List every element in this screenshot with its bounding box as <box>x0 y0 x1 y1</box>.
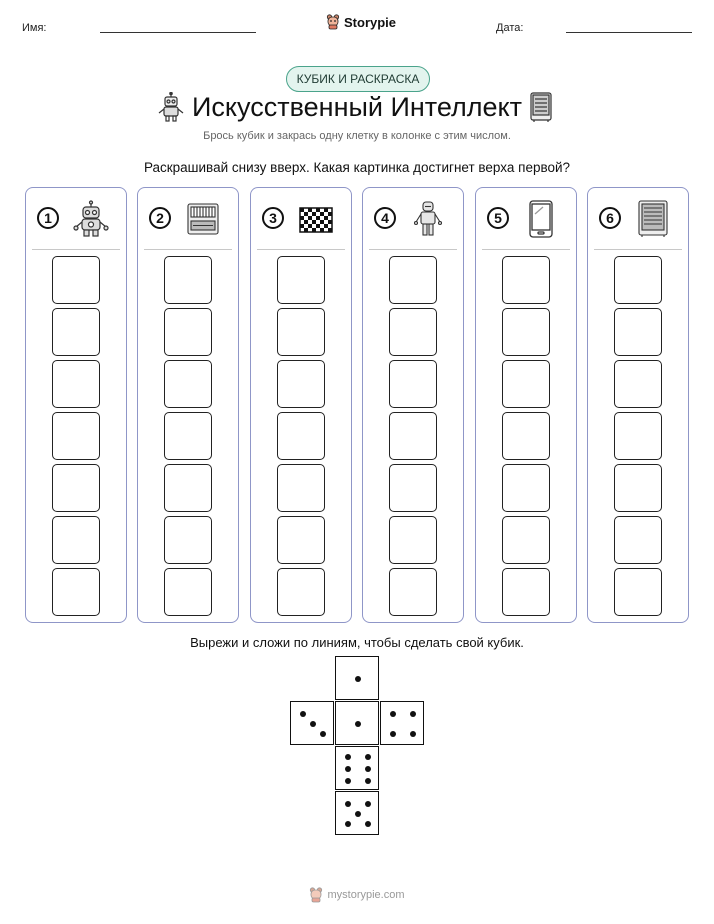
footer-url: mystorypie.com <box>327 889 405 901</box>
color-cell[interactable] <box>52 360 100 408</box>
color-cell[interactable] <box>502 516 550 564</box>
brand-logo <box>326 14 396 30</box>
dice-pip <box>410 711 416 717</box>
dice-face-3 <box>290 701 334 745</box>
column-number: 5 <box>487 207 509 229</box>
color-cell[interactable] <box>52 308 100 356</box>
color-cell[interactable] <box>502 464 550 512</box>
dice-pip <box>300 711 306 717</box>
dice-pip <box>365 766 371 772</box>
dice-pip <box>355 721 361 727</box>
color-cell[interactable] <box>389 360 437 408</box>
color-cell[interactable] <box>614 308 662 356</box>
color-cell[interactable] <box>614 256 662 304</box>
dice-pip <box>345 754 351 760</box>
computer-processor-icon <box>184 200 222 238</box>
page-subtitle: Брось кубик и закрась одну клетку в колонке с этим числом. <box>203 130 511 142</box>
color-cell[interactable] <box>614 412 662 460</box>
dice-face-6 <box>335 746 379 790</box>
column-number: 6 <box>599 207 621 229</box>
color-cell[interactable] <box>389 308 437 356</box>
date-line <box>566 32 692 33</box>
dice-pip <box>390 731 396 737</box>
color-cell[interactable] <box>614 464 662 512</box>
column-6 <box>587 187 689 623</box>
color-cell[interactable] <box>277 256 325 304</box>
color-cell[interactable] <box>389 568 437 616</box>
color-cell[interactable] <box>164 308 212 356</box>
column-divider <box>32 249 120 250</box>
color-cell[interactable] <box>52 516 100 564</box>
color-cell[interactable] <box>389 412 437 460</box>
column-2 <box>137 187 239 623</box>
color-cell[interactable] <box>502 308 550 356</box>
dice-face-5 <box>335 791 379 835</box>
color-cell[interactable] <box>502 568 550 616</box>
column-1 <box>25 187 127 623</box>
color-cell[interactable] <box>164 256 212 304</box>
color-cell[interactable] <box>614 568 662 616</box>
color-cell[interactable] <box>502 256 550 304</box>
color-cell[interactable] <box>277 516 325 564</box>
column-divider <box>144 249 232 250</box>
dice-pip <box>345 766 351 772</box>
dice-pip <box>310 721 316 727</box>
dice-pip <box>365 754 371 760</box>
column-5 <box>475 187 577 623</box>
color-cell[interactable] <box>52 412 100 460</box>
color-cell[interactable] <box>164 360 212 408</box>
dice-pip <box>355 676 361 682</box>
storypie-mascot-icon <box>309 887 323 903</box>
color-cell[interactable] <box>164 412 212 460</box>
dice-pip <box>390 711 396 717</box>
color-cell[interactable] <box>277 412 325 460</box>
column-divider <box>594 249 682 250</box>
column-number: 2 <box>149 207 171 229</box>
color-cell[interactable] <box>52 568 100 616</box>
dice-pip <box>320 731 326 737</box>
color-cell[interactable] <box>614 360 662 408</box>
dice-face-1 <box>335 656 379 700</box>
color-cell[interactable] <box>389 256 437 304</box>
column-4 <box>362 187 464 623</box>
dice-net <box>290 656 424 836</box>
dice-pip <box>345 821 351 827</box>
dice-pip <box>365 821 371 827</box>
color-cell[interactable] <box>277 308 325 356</box>
color-cell[interactable] <box>502 412 550 460</box>
column-divider <box>369 249 457 250</box>
dice-face-1 <box>335 701 379 745</box>
column-3 <box>250 187 352 623</box>
dice-pip <box>345 778 351 784</box>
page-title: Искусственный Интеллект <box>192 92 522 122</box>
column-number: 1 <box>37 207 59 229</box>
date-label: Дата: <box>496 22 524 34</box>
activity-badge: КУБИК И РАСКРАСКА <box>286 66 430 92</box>
color-cell[interactable] <box>389 516 437 564</box>
color-cell[interactable] <box>277 360 325 408</box>
dice-pip <box>365 801 371 807</box>
column-number: 4 <box>374 207 396 229</box>
footer <box>0 887 714 903</box>
coloring-instruction: Раскрашивай снизу вверх. Какая картинка достигнет верха первой? <box>143 160 571 175</box>
color-cell[interactable] <box>389 464 437 512</box>
column-divider <box>257 249 345 250</box>
cut-instruction: Вырежи и сложи по линиям, чтобы сделать свой кубик. <box>190 635 524 650</box>
server-cabinet-icon <box>634 200 672 238</box>
dice-pip <box>365 778 371 784</box>
color-cell[interactable] <box>502 360 550 408</box>
robot-icon <box>72 200 110 238</box>
humanoid-robot-icon <box>409 200 447 238</box>
name-line <box>100 32 256 33</box>
column-number: 3 <box>262 207 284 229</box>
dice-face-4 <box>380 701 424 745</box>
color-cell[interactable] <box>164 568 212 616</box>
chip-grid-icon <box>297 200 335 238</box>
storypie-mascot-icon <box>326 14 340 30</box>
color-cell[interactable] <box>277 568 325 616</box>
color-cell[interactable] <box>52 256 100 304</box>
dice-pip <box>345 801 351 807</box>
server-decoration-icon <box>529 92 553 122</box>
color-cell[interactable] <box>52 464 100 512</box>
column-divider <box>482 249 570 250</box>
dice-pip <box>410 731 416 737</box>
color-cell[interactable] <box>277 464 325 512</box>
color-cell[interactable] <box>164 464 212 512</box>
brand-name: Storypie <box>344 14 397 30</box>
name-label: Имя: <box>22 22 47 34</box>
color-cell[interactable] <box>164 516 212 564</box>
smartphone-icon <box>522 200 560 238</box>
color-cell[interactable] <box>614 516 662 564</box>
dice-pip <box>355 811 361 817</box>
